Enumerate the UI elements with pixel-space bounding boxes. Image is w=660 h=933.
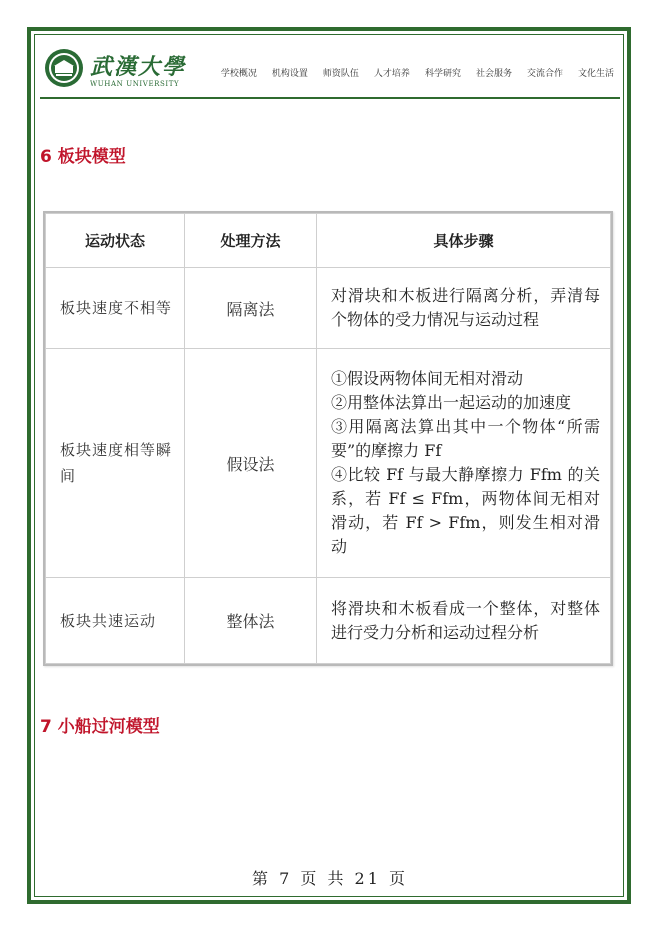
cell-method: 隔离法 [185, 268, 317, 349]
nav-item-faculty[interactable]: 师资队伍 [322, 69, 359, 79]
top-nav [221, 66, 614, 79]
cell-state: 板块速度相等瞬间 [46, 349, 185, 578]
cell-method: 假设法 [185, 349, 317, 578]
step-text: 将滑块和木板看成一个整体，对整体进行受力分析和运动过程分析 [331, 598, 600, 642]
nav-item-research[interactable]: 科学研究 [424, 69, 461, 79]
nav-item-service[interactable]: 社会服务 [475, 69, 512, 79]
step-text: ③用隔离法算出其中一个物体“所需要”的摩擦力 Ff [331, 417, 600, 460]
nav-item-about[interactable]: 学校概况 [220, 69, 257, 79]
table-header-row [46, 214, 611, 268]
header-method: 处理方法 [185, 214, 317, 268]
cell-steps [317, 349, 611, 578]
university-emblem-icon [44, 48, 84, 88]
table-row [46, 578, 611, 664]
nav-item-culture[interactable]: 文化生活 [577, 69, 614, 79]
step-text: ④比较 Ff 与最大静摩擦力 Ffm 的关系，若 Ff ≤ Ffm，两物体间无相对滑动，若 Ff > Ffm，则发生相对滑动 [331, 465, 600, 556]
header-divider [40, 97, 620, 99]
table-row [46, 268, 611, 349]
logo-text-cn: 武漢大學 [90, 54, 187, 80]
cell-method: 整体法 [185, 578, 317, 664]
table-row [46, 349, 611, 578]
step-text: ①假设两物体间无相对滑动 [331, 369, 524, 388]
cell-steps [317, 268, 611, 349]
cell-state: 板块共速运动 [46, 578, 185, 664]
nav-item-departments[interactable]: 机构设置 [271, 69, 308, 79]
cell-steps [317, 578, 611, 664]
logo-text-en: WUHAN UNIVERSITY [90, 80, 180, 88]
header-steps: 具体步骤 [317, 214, 611, 268]
step-text: 对滑块和木板进行隔离分析，弄清每个物体的受力情况与运动过程 [331, 286, 600, 329]
cell-state: 板块速度不相等 [46, 268, 185, 349]
page-number: 第 7 页 共 21 页 [252, 869, 408, 888]
nav-item-exchange[interactable]: 交流合作 [526, 69, 563, 79]
section-title-boat-crossing: 7 小船过河模型 [40, 717, 160, 737]
section-title-board-model: 6 板块模型 [40, 147, 126, 167]
header-state: 运动状态 [46, 214, 185, 268]
nav-item-education[interactable]: 人才培养 [373, 69, 410, 79]
board-model-table [43, 211, 613, 666]
step-text: ②用整体法算出一起运动的加速度 [331, 393, 572, 412]
page-header [40, 44, 620, 96]
